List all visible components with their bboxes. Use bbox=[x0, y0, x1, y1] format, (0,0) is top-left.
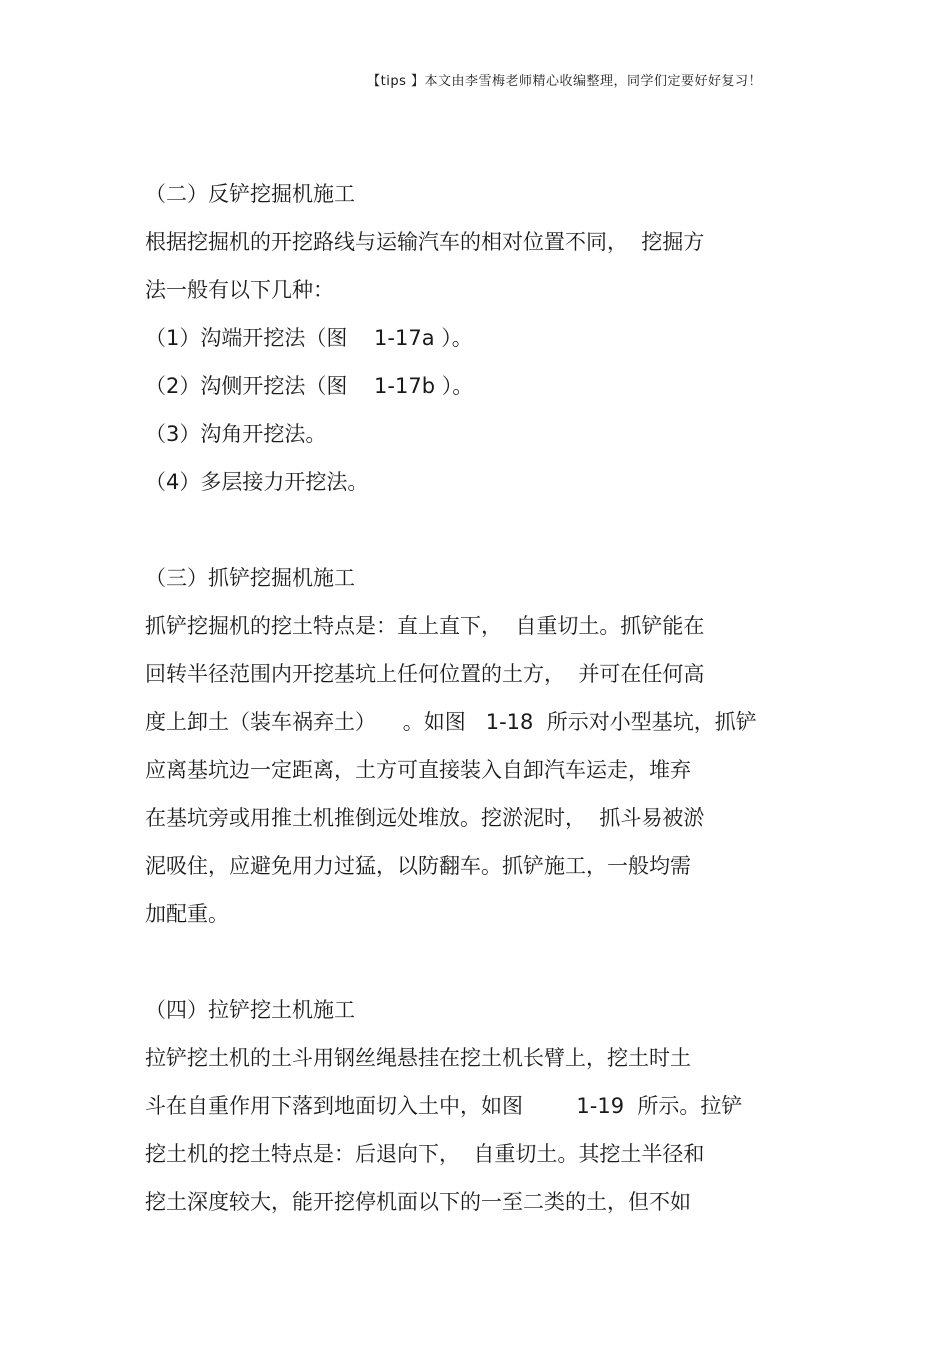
paragraph-line: 根据挖掘机的开挖路线与运输汽车的相对位置不同， 挖掘方 bbox=[145, 230, 705, 254]
paragraph-line: 斗在自重作用下落到地面切入土中，如图 1-19 所示。拉铲 bbox=[145, 1094, 743, 1118]
paragraph-line: 拉铲挖土机的土斗用钢丝绳悬挂在挖土机长臂上，挖土时土 bbox=[145, 1046, 691, 1070]
paragraph-line: 应离基坑边一定距离，土方可直接装入自卸汽车运走，堆弃 bbox=[145, 758, 691, 782]
paragraph-line: 挖土机的挖土特点是：后退向下， 自重切土。其挖土半径和 bbox=[145, 1142, 705, 1166]
paragraph-line: 抓铲挖掘机的挖土特点是：直上直下， 自重切土。抓铲能在 bbox=[145, 614, 705, 638]
heading-dragline: （四）拉铲挖土机施工 bbox=[145, 998, 355, 1022]
header-note: 【tips 】本文由李雪梅老师精心收编整理，同学们定要好好复习！ bbox=[367, 74, 762, 89]
paragraph-line: 挖土深度较大，能开挖停机面以下的一至二类的土，但不如 bbox=[145, 1190, 691, 1214]
list-item: （2）沟侧开挖法（图 1-17b ）。 bbox=[145, 374, 474, 398]
list-item: （3）沟角开挖法。 bbox=[145, 422, 327, 446]
paragraph-line: 泥吸住，应避免用力过猛，以防翻车。抓铲施工，一般均需 bbox=[145, 854, 691, 878]
list-item: （4）多层接力开挖法。 bbox=[145, 470, 369, 494]
paragraph-line: 在基坑旁或用推土机推倒远处堆放。挖淤泥时， 抓斗易被淤 bbox=[145, 806, 705, 830]
paragraph-line: 回转半径范围内开挖基坑上任何位置的土方， 并可在任何高 bbox=[145, 662, 705, 686]
heading-backhoe: （二）反铲挖掘机施工 bbox=[145, 182, 355, 206]
paragraph-line: 度上卸土（装车祸弃土） 。如图 1-18 所示对小型基坑，抓铲 bbox=[145, 710, 757, 734]
paragraph-line: 加配重。 bbox=[145, 902, 229, 926]
list-item: （1）沟端开挖法（图 1-17a ）。 bbox=[145, 326, 473, 350]
heading-clamshell: （三）抓铲挖掘机施工 bbox=[145, 566, 355, 590]
paragraph-line: 法一般有以下几种： bbox=[145, 278, 334, 302]
